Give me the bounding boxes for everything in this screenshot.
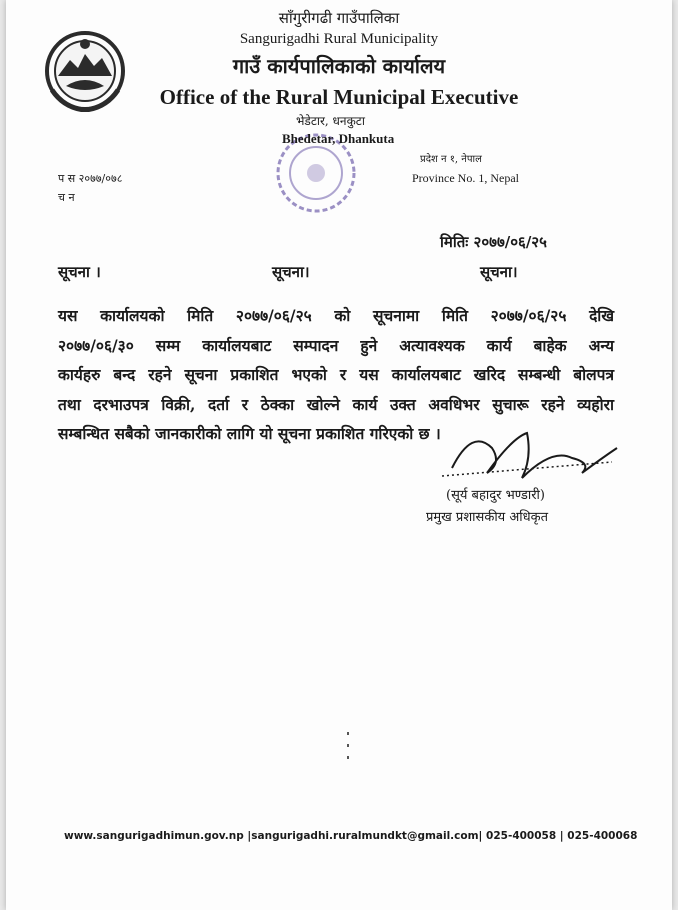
signatory-name: (सूर्य बहादुर भण्डारी) (446, 488, 545, 503)
body-text-line: सम्बन्धित सबैको जानकारीको लागि यो सूचना प्रकाशित गरिएको छ । (58, 424, 441, 443)
dispatch-number: च न (58, 191, 75, 204)
signatory-title: प्रमुख प्रशासकीय अधिकृत (426, 510, 549, 525)
body-text-line: यस कार्यालयको मिति २०७७/०६/२५ को सूचनामा मिति २०७७/०६/२५ देखि (58, 306, 614, 325)
notice-label: सूचना । (58, 263, 101, 281)
address-nepali: भेडेटार, धनकुटा (296, 114, 365, 128)
address-english: Bhedetar, Dhankuta (282, 131, 395, 146)
province-nepali: प्रदेश न १, नेपाल (420, 154, 482, 165)
body-text-line: तथा दरभाउपत्र विक्री, दर्ता र ठेक्का खोल्ने कार्य उक्त अवधिभर सुचारू रहने व्यहोरा (58, 395, 614, 414)
letter-page (6, 0, 672, 910)
province-english: Province No. 1, Nepal (412, 171, 519, 185)
reference-number: प स २०७७/०७८ (58, 172, 123, 185)
municipality-name-nepali: साँगुरीगढी गाउँपालिका (278, 9, 400, 27)
letter-date: मितिः २०७७/०६/२५ (440, 233, 547, 251)
body-text-line: कार्यहरु बन्द रहने सूचना प्रकाशित भएको र यस कार्यालयबाट खरिद सम्बन्धी बोलपत्र (58, 365, 614, 384)
body-text-line: २०७७/०६/३० सम्म कार्यालयबाट सम्पादन हुने अत्यावश्यक कार्य बाहेक अन्य (58, 336, 614, 355)
notice-label: सूचना। (272, 263, 310, 281)
signature-icon (432, 418, 622, 488)
scan-mark-icon (346, 730, 350, 770)
notice-label: सूचना। (480, 263, 518, 281)
office-name-english: Office of the Rural Municipal Executive (159, 85, 519, 109)
office-name-nepali: गाउँ कार्यपालिकाको कार्यालय (232, 54, 446, 78)
municipality-name-english: Sangurigadhi Rural Municipality (239, 31, 439, 47)
footer-contact: www.sangurigadhimun.gov.np |sangurigadhi.ruralmundkt@gmail.com| 025-400058 | 025-400068 (64, 830, 638, 842)
